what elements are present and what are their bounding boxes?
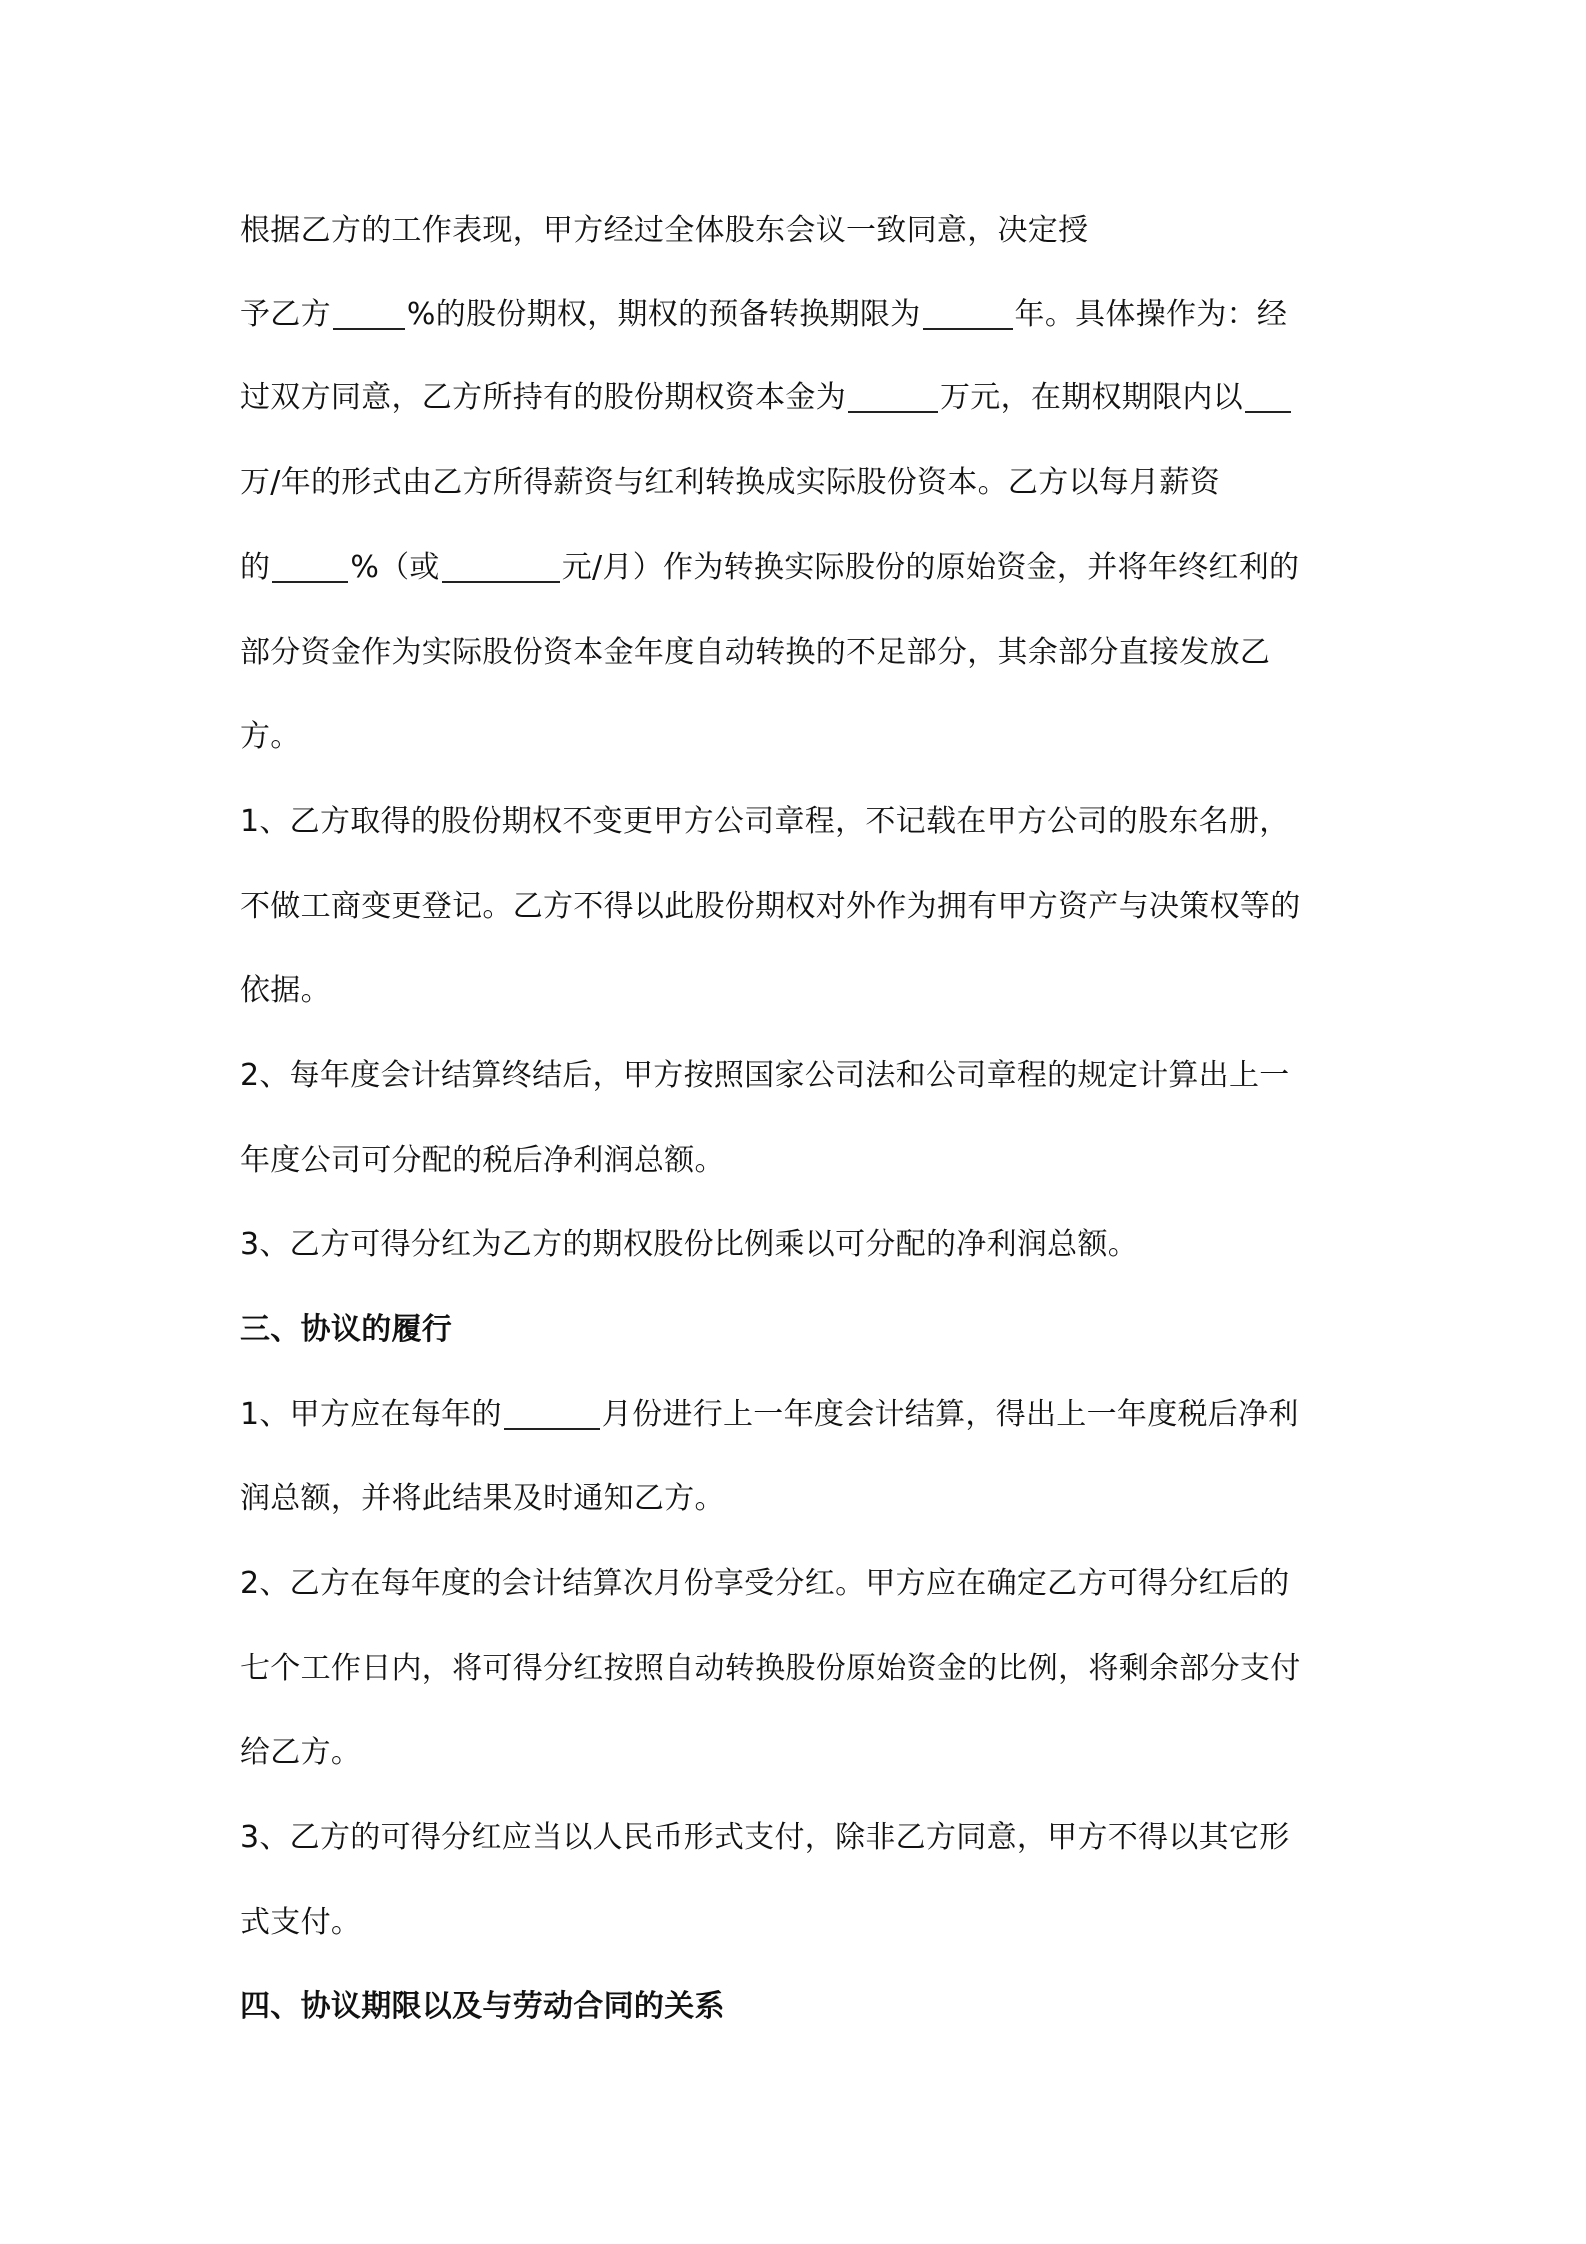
text-line: 依据。 xyxy=(240,973,331,1008)
blank-field-month xyxy=(504,1398,600,1430)
text-line: 1、乙方取得的股份期权不变更甲方公司章程，不记载在甲方公司的股东名册， xyxy=(240,804,1290,839)
text-line: 过双方同意，乙方所持有的股份期权资本金为 万元，在期权期限内以 xyxy=(240,375,1293,421)
text-line: 年度公司可分配的税后净利润总额。 xyxy=(240,1143,725,1178)
section-heading: 四、协议期限以及与劳动合同的关系 xyxy=(240,1989,725,2024)
text-line: 予乙方 %的股份期权，期权的预备转换期限为 年。具体操作为：经 xyxy=(240,297,1288,332)
blank-field-capital xyxy=(848,381,938,413)
section-heading: 三、协议的履行 xyxy=(240,1312,453,1347)
blank-field-annual-amount xyxy=(1245,381,1291,413)
text-line: 万/年的形式由乙方所得薪资与红利转换成实际股份资本。乙方以每月薪资 xyxy=(240,465,1221,500)
text-line: 给乙方。 xyxy=(240,1735,362,1770)
text-line: 根据乙方的工作表现，甲方经过全体股东会议一致同意，决定授 xyxy=(240,213,1089,248)
text-line: 润总额，并将此结果及时通知乙方。 xyxy=(240,1481,725,1516)
text-line: 不做工商变更登记。乙方不得以此股份期权对外作为拥有甲方资产与决策权等的 xyxy=(240,889,1301,924)
blank-field-years xyxy=(923,298,1013,330)
text-line: 1、甲方应在每年的 月份进行上一年度会计结算，得出上一年度税后净利 xyxy=(240,1397,1299,1432)
text-line: 2、每年度会计结算终结后，甲方按照国家公司法和公司章程的规定计算出上一 xyxy=(240,1058,1290,1093)
text-line: 式支付。 xyxy=(240,1905,362,1940)
text-line: 的 %（或 元/月）作为转换实际股份的原始资金，并将年终红利的 xyxy=(240,550,1300,585)
text-line: 3、乙方的可得分红应当以人民币形式支付，除非乙方同意，甲方不得以其它形 xyxy=(240,1820,1290,1855)
text-line: 方。 xyxy=(240,719,301,754)
text-line: 部分资金作为实际股份资本金年度自动转换的不足部分，其余部分直接发放乙 xyxy=(240,635,1271,670)
blank-field-monthly-amount xyxy=(442,551,560,583)
text-line: 2、乙方在每年度的会计结算次月份享受分红。甲方应在确定乙方可得分红后的 xyxy=(240,1566,1290,1601)
blank-field-salary-percent xyxy=(272,551,348,583)
blank-field-percent xyxy=(333,298,405,330)
text-line: 3、乙方可得分红为乙方的期权股份比例乘以可分配的净利润总额。 xyxy=(240,1227,1139,1262)
text-line: 七个工作日内，将可得分红按照自动转换股份原始资金的比例，将剩余部分支付 xyxy=(240,1651,1301,1686)
